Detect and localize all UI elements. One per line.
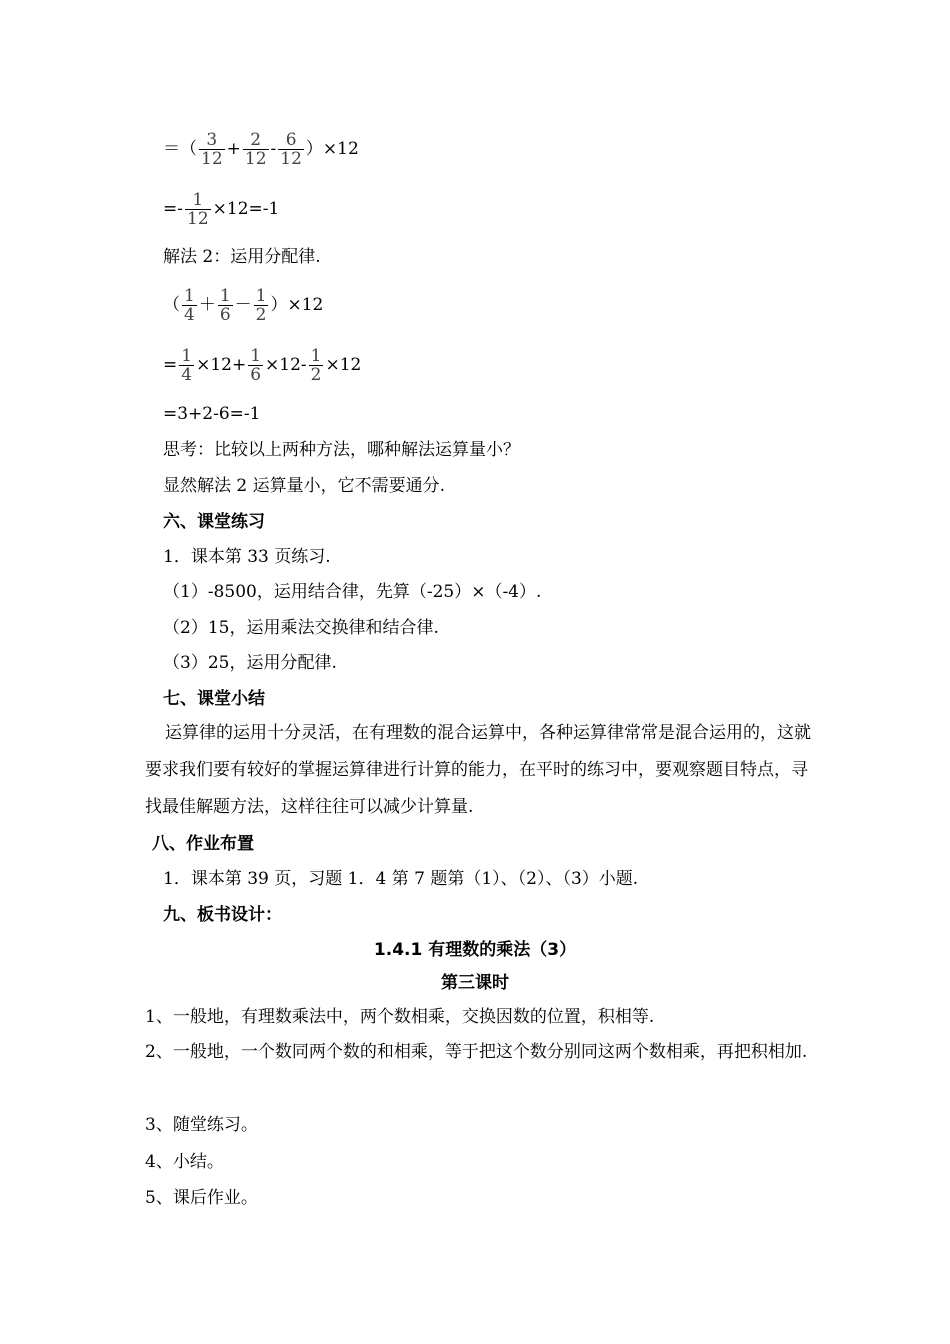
method-2-text: 解法 2：运用分配律. xyxy=(163,247,321,267)
fraction: $\frac{1}{6}$ xyxy=(219,285,231,325)
eq-text: =- xyxy=(163,199,183,219)
board-title: 1.4.1 有理数的乘法（3） xyxy=(373,940,577,960)
fraction: $\frac{1}{2}$ xyxy=(310,345,322,385)
section-heading-9: 九、板书设计： xyxy=(163,905,282,925)
eq-text: ）×12 xyxy=(270,295,324,315)
fraction: $\frac{6}{12}$ xyxy=(280,129,302,169)
eq-text: ×12- xyxy=(265,355,307,375)
exercise-1-part-1: （1）-8500，运用结合律，先算（-25）×（-4）. xyxy=(163,582,542,602)
homework-item: 1．课本第 39 页，习题 1．4 第 7 题第（1）、（2）、（3）小题. xyxy=(163,869,639,889)
think-question: 思考：比较以上两种方法，哪种解法运算量小？ xyxy=(163,440,520,460)
eq-text: ×12 xyxy=(325,355,362,375)
think-answer: 显然解法 2 运算量小，它不需要通分. xyxy=(163,476,446,496)
exercise-1-part-3: （3）25，运用分配律. xyxy=(163,653,337,673)
eq-text: ×12=-1 xyxy=(212,199,280,219)
summary-paragraph: 运算律的运用十分灵活，在有理数的混合运算中，各种运算律常常是混合运用的，这就要求我们要有较好的掌握运算律进行计算的能力，在平时的练习中，要观察题目特点，寻找最佳解题方法，这样往往可以减少计算量. xyxy=(145,723,811,817)
eq-text: ＝（ xyxy=(163,139,197,159)
eq-text: ×12+ xyxy=(196,355,247,375)
eq-operator: + xyxy=(226,139,241,159)
fraction: $\frac{1}{2}$ xyxy=(255,285,267,325)
fraction: $\frac{1}{4}$ xyxy=(184,285,195,325)
equation-line-4 xyxy=(163,342,361,388)
board-item-1: 1、一般地，有理数乘法中，两个数相乘，交换因数的位置，积相等. xyxy=(145,1007,655,1027)
equation-line-1 xyxy=(163,126,359,172)
section-heading-7: 七、课堂小结 xyxy=(163,689,265,709)
board-item-4: 4、小结。 xyxy=(145,1152,224,1172)
eq-operator: ＋ xyxy=(198,295,216,315)
equation-line-3 xyxy=(163,282,323,328)
equation-line-5: =3+2-6=-1 xyxy=(163,404,261,424)
fraction: $\frac{1}{6}$ xyxy=(250,345,262,385)
board-item-2: 2、一般地，一个数同两个数的和相乘，等于把这个数分别同这两个数相乘，再把积相加. xyxy=(145,1042,808,1062)
section-heading-6: 六、课堂练习 xyxy=(163,512,265,532)
board-subtitle: 第三课时 xyxy=(441,973,509,993)
eq-operator: － xyxy=(234,295,252,315)
exercise-1: 1．课本第 33 页练习. xyxy=(163,547,331,567)
equation-line-2 xyxy=(163,186,279,232)
board-item-5: 5、课后作业。 xyxy=(145,1188,258,1208)
fraction: $\frac{2}{12}$ xyxy=(244,129,267,169)
fraction: $\frac{3}{12}$ xyxy=(201,129,223,169)
eq-operator: - xyxy=(270,139,277,159)
exercise-1-part-2: （2）15，运用乘法交换律和结合律. xyxy=(163,618,439,638)
board-item-3: 3、随堂练习。 xyxy=(145,1115,258,1135)
section-heading-8: 八、作业布置 xyxy=(152,834,254,854)
eq-text: （ xyxy=(163,295,180,315)
fraction: $\frac{1}{4}$ xyxy=(181,345,193,385)
eq-text: ）×12 xyxy=(305,139,359,159)
eq-text: = xyxy=(163,355,178,375)
fraction: $\frac{1}{12}$ xyxy=(187,189,209,229)
